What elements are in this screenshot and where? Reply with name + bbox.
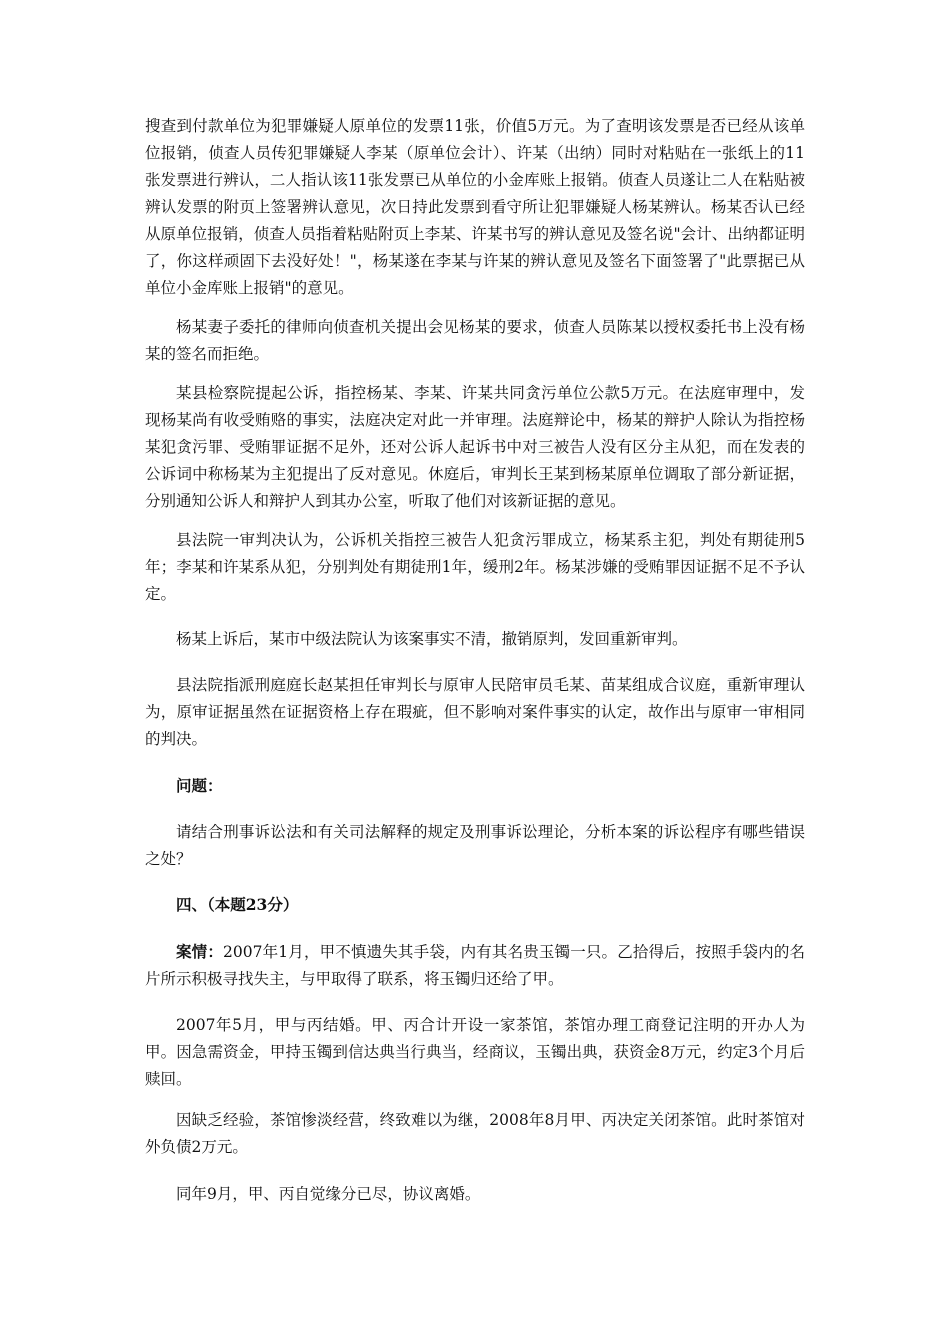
paragraph-teahouse-closure: 因缺乏经验，茶馆惨淡经营，终致难以为继，2008年8月甲、丙决定关闭茶馆。此时茶馆对外负债2万元。: [145, 1111, 805, 1156]
paragraph-lawyer-meeting: 杨某妻子委托的律师向侦查机关提出会见杨某的要求，侦查人员陈某以授权委托书上没有杨某的签名而拒绝。: [145, 318, 805, 363]
paragraph-marriage-teahouse: 2007年5月，甲与丙结婚。甲、丙合计开设一家茶馆，茶馆办理工商登记注明的开办人为甲。因急需资金，甲持玉镯到信达典当行典当，经商议，玉镯出典，获资金8万元，约定3个月后赎回。: [145, 1016, 805, 1088]
paragraph-divorce: 同年9月，甲、丙自觉缘分已尽，协议离婚。: [176, 1185, 481, 1203]
paragraph-prosecution: 某县检察院提起公诉，指控杨某、李某、许某共同贪污单位公款5万元。在法庭审理中，发现杨某尚有收受贿赂的事实，法庭决定对此一并审理。法庭辩论中，杨某的辩护人除认为指控杨某犯贪污罪、受贿罪证据不足外，还对公诉人起诉书中对三被告人没有区分主从犯，而在发表的公诉词中称杨某为主犯提出了反对意见。休庭后，审判长王某到杨某原单位调取了部分新证据，分别通知公诉人和辩护人到其办公室，听取了他们对该新证据的意见。: [145, 384, 805, 510]
paragraph-retrial: 县法院指派刑庭庭长赵某担任审判长与原审人民陪审员毛某、苗某组成合议庭，重新审理认为，原审证据虽然在证据资格上存在瑕疵，但不影响对案件事实的认定，故作出与原审一审相同的判决。: [145, 676, 805, 748]
case-label: 案情：: [176, 942, 223, 961]
case-facts-text: 2007年1月，甲不慎遗失其手袋，内有其名贵玉镯一只。乙拾得后，按照手袋内的名片所示积极寻找失主，与甲取得了联系，将玉镯归还给了甲。: [145, 943, 805, 988]
paragraph-evidence-search: 搜查到付款单位为犯罪嫌疑人原单位的发票11张，价值5万元。为了查明该发票是否已经从该单位报销，侦查人员传犯罪嫌疑人李某（原单位会计）、许某（出纳）同时对粘贴在一张纸上的11张发票进行辨认，二人指认该11张发票已从单位的小金库账上报销。侦查人员遂让二人在粘贴被辨认发票的附页上签署辨认意见，次日持此发票到看守所让犯罪嫌疑人杨某辨认。杨某否认已经从原单位报销，侦查人员指着粘贴附页上李某、许某书写的辨认意见及签名说"会计、出纳都证明了，你这样顽固下去没好处！"，杨某遂在李某与许某的辨认意见及签名下面签署了"此票据已从单位小金库账上报销"的意见。: [145, 117, 805, 297]
paragraph-case-facts: [145, 938, 805, 993]
question-heading: 问题：: [176, 776, 223, 795]
question-text: 请结合刑事诉讼法和有关司法解释的规定及刑事诉讼理论，分析本案的诉讼程序有哪些错误之处？: [145, 823, 805, 868]
section-heading-four: 四、（本题23分）: [176, 895, 299, 914]
paragraph-first-judgment: 县法院一审判决认为，公诉机关指控三被告人犯贪污罪成立，杨某系主犯，判处有期徒刑5年；李某和许某系从犯，分别判处有期徒刑1年，缓刑2年。杨某涉嫌的受贿罪因证据不足不予认定。: [145, 531, 805, 603]
paragraph-appeal: 杨某上诉后，某市中级法院认为该案事实不清，撤销原判，发回重新审判。: [176, 630, 688, 648]
